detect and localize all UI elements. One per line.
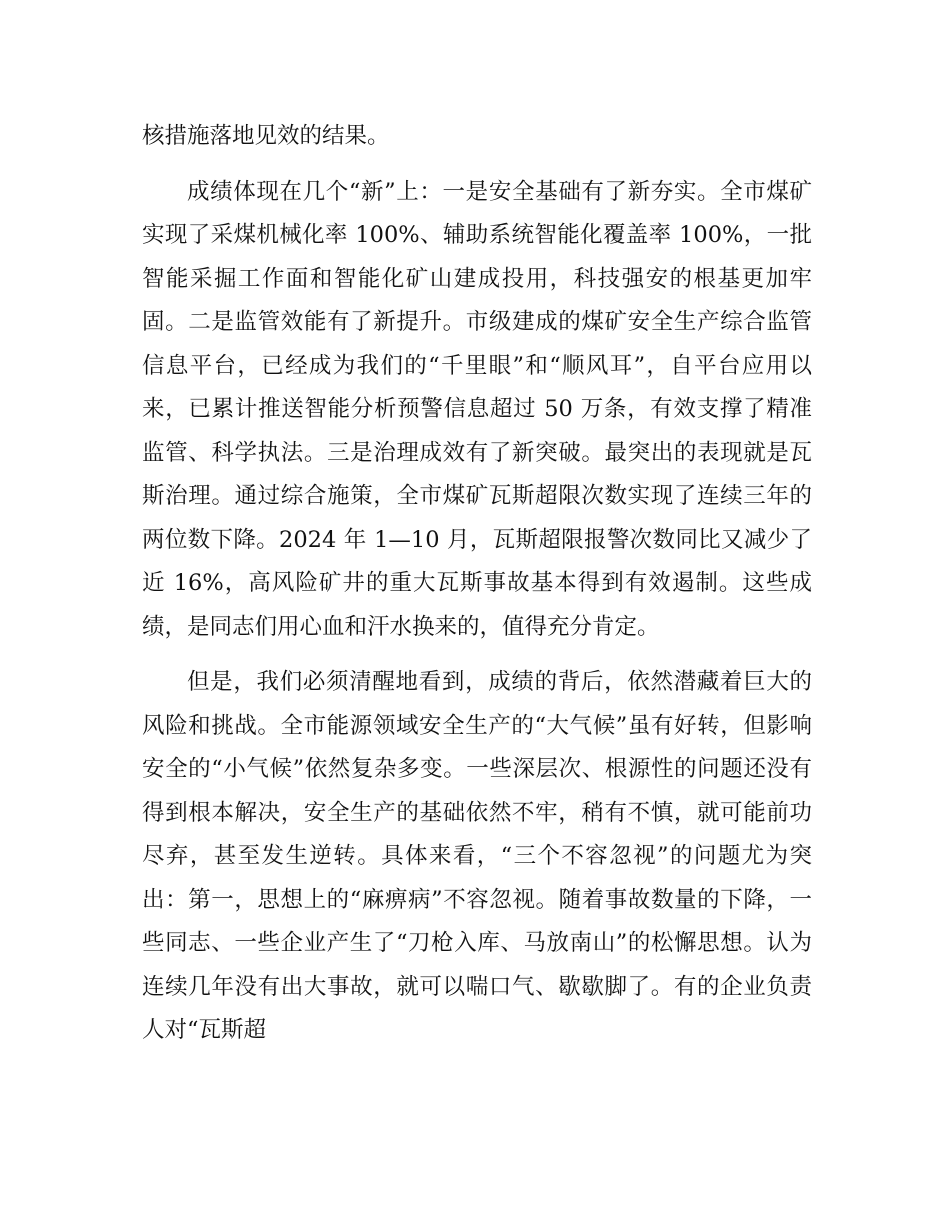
paragraph-3: 但是，我们必须清醒地看到，成绩的背后，依然潜藏着巨大的风险和挑战。全市能源领域安全生产的“大气候”虽有好转，但影响安全的“小气候”依然复杂多变。一些深层次、根源性的问题还没有得到根本解决，安全生产的基础依然不牢，稍有不慎，就可能前功尽弃，甚至发生逆转。具体来看，“三个不容忽视”的问题尤为突出：第一，思想上的“麻痹病”不容忽视。随着事故数量的下降，一些同志、一些企业产生了“刀枪入库、马放南山”的松懈思想。认为连续几年没有出大事故，就可以喘口气、歇歇脚了。有的企业负责人对“瓦斯超 [142,669,812,1043]
document-body [142,115,812,1053]
paragraph-1: 核措施落地见效的结果。 [142,123,390,149]
paragraph-2: 成绩体现在几个“新”上：一是安全基础有了新夯实。全市煤矿实现了采煤机械化率 100%、辅助系统智能化覆盖率 100%，一批智能采掘工作面和智能化矿山建成投用，科技强安的根基更加牢固。二是监管效能有了新提升。市级建成的煤矿安全生产综合监管信息平台，已经成为我们的“千里眼”和“顺风耳”，自平台应用以来，已累计推送智能分析预警信息超过 50 万条，有效支撑了精准监管、科学执法。三是治理成效有了新突破。最突出的表现就是瓦斯治理。通过综合施策，全市煤矿瓦斯超限次数实现了连续三年的两位数下降。2024 年 1—10 月，瓦斯超限报警次数同比又减少了近 16%，高风险矿井的重大瓦斯事故基本得到有效遏制。这些成绩，是同志们用心血和汗水换来的，值得充分肯定。 [142,178,812,640]
